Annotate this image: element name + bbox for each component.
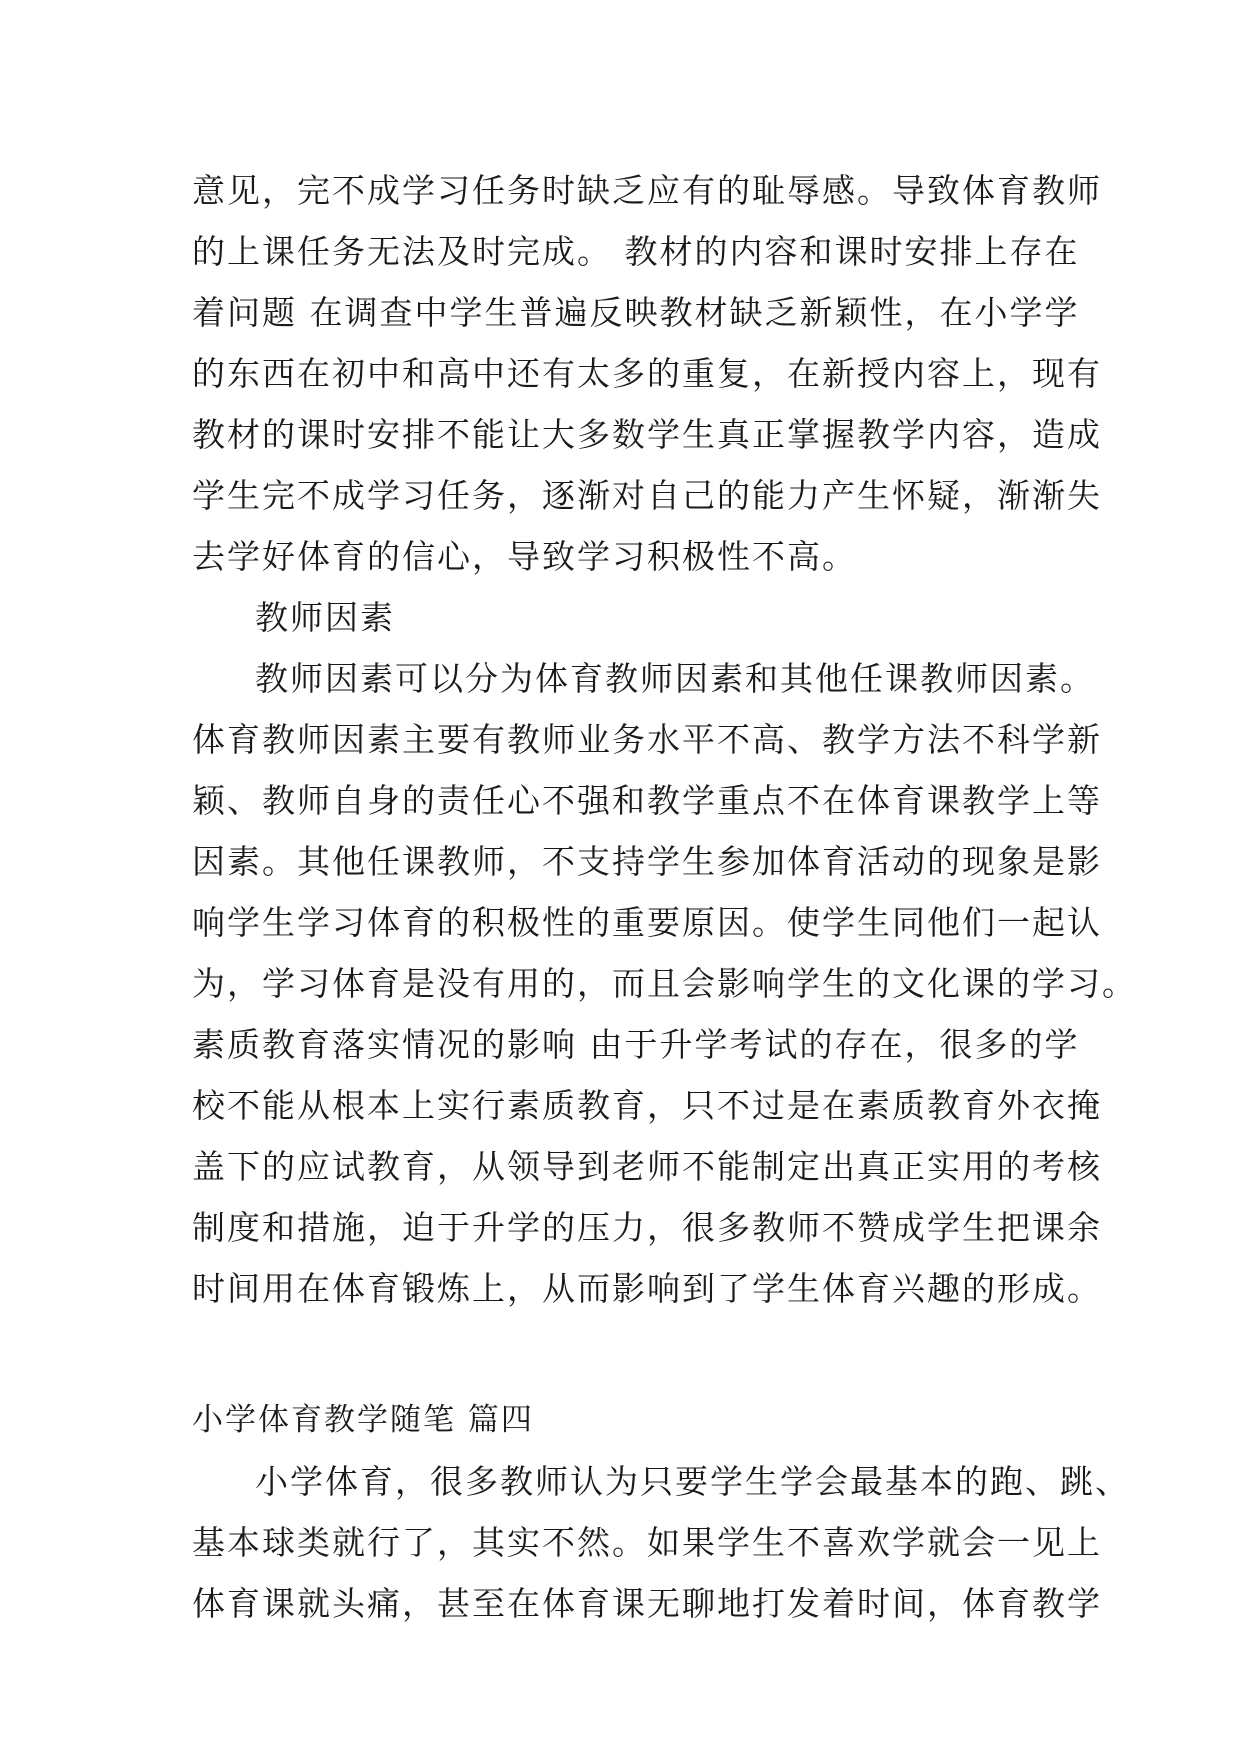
paragraph-pe-essay <box>192 1451 1130 1634</box>
section-title: 小学体育教学随笔 篇四 <box>192 1402 534 1438</box>
text-line: 校不能从根本上实行素质教育，只不过是在素质教育外衣掩 <box>192 1086 1102 1125</box>
text-line: 意见，完不成学习任务时缺乏应有的耻辱感。导致体育教师 <box>192 171 1102 210</box>
text-line: 盖下的应试教育，从领导到老师不能制定出真正实用的考核 <box>192 1147 1102 1186</box>
section-spacer <box>192 1319 1072 1390</box>
text-line: 学生完不成学习任务，逐渐对自己的能力产生怀疑，渐渐失 <box>192 476 1102 515</box>
text-line: 制度和措施，迫于升学的压力，很多教师不赞成学生把课余 <box>192 1208 1102 1247</box>
text-line: 的东西在初中和高中还有太多的重复，在新授内容上，现有 <box>192 354 1102 393</box>
text-line: 的上课任务无法及时完成。 教材的内容和课时安排上存在 <box>192 232 1080 271</box>
paragraph-teacher-factors <box>192 648 1137 1319</box>
text-line: 教材的课时安排不能让大多数学生真正掌握教学内容，造成 <box>192 415 1102 454</box>
text-line: 着问题 在调查中学生普遍反映教材缺乏新颖性，在小学学 <box>192 293 1080 332</box>
text-line: 小学体育，很多教师认为只要学生学会最基本的跑、跳、 <box>255 1462 1130 1501</box>
paragraph-textbook-issues <box>192 160 1102 587</box>
text-line: 时间用在体育锻炼上，从而影响到了学生体育兴趣的形成。 <box>192 1269 1102 1308</box>
text-line: 为，学习体育是没有用的，而且会影响学生的文化课的学习。 <box>192 964 1137 1003</box>
text-line: 颖、教师自身的责任心不强和教学重点不在体育课教学上等 <box>192 781 1102 820</box>
text-line: 教师因素可以分为体育教师因素和其他任课教师因素。 <box>255 659 1095 698</box>
text-line: 响学生学习体育的积极性的重要原因。使学生同他们一起认 <box>192 903 1102 942</box>
text-line: 基本球类就行了，其实不然。如果学生不喜欢学就会一见上 <box>192 1523 1102 1562</box>
text-line: 体育教师因素主要有教师业务水平不高、教学方法不科学新 <box>192 720 1102 759</box>
document-page <box>192 160 1137 1634</box>
text-line: 体育课就头痛，甚至在体育课无聊地打发着时间，体育教学 <box>192 1584 1102 1623</box>
text-line: 素质教育落实情况的影响 由于升学考试的存在，很多的学 <box>192 1025 1080 1064</box>
text-line: 去学好体育的信心，导致学习积极性不高。 <box>192 537 857 576</box>
subheading-teacher-factors: 教师因素 <box>255 598 395 637</box>
text-line: 因素。其他任课教师，不支持学生参加体育活动的现象是影 <box>192 842 1102 881</box>
